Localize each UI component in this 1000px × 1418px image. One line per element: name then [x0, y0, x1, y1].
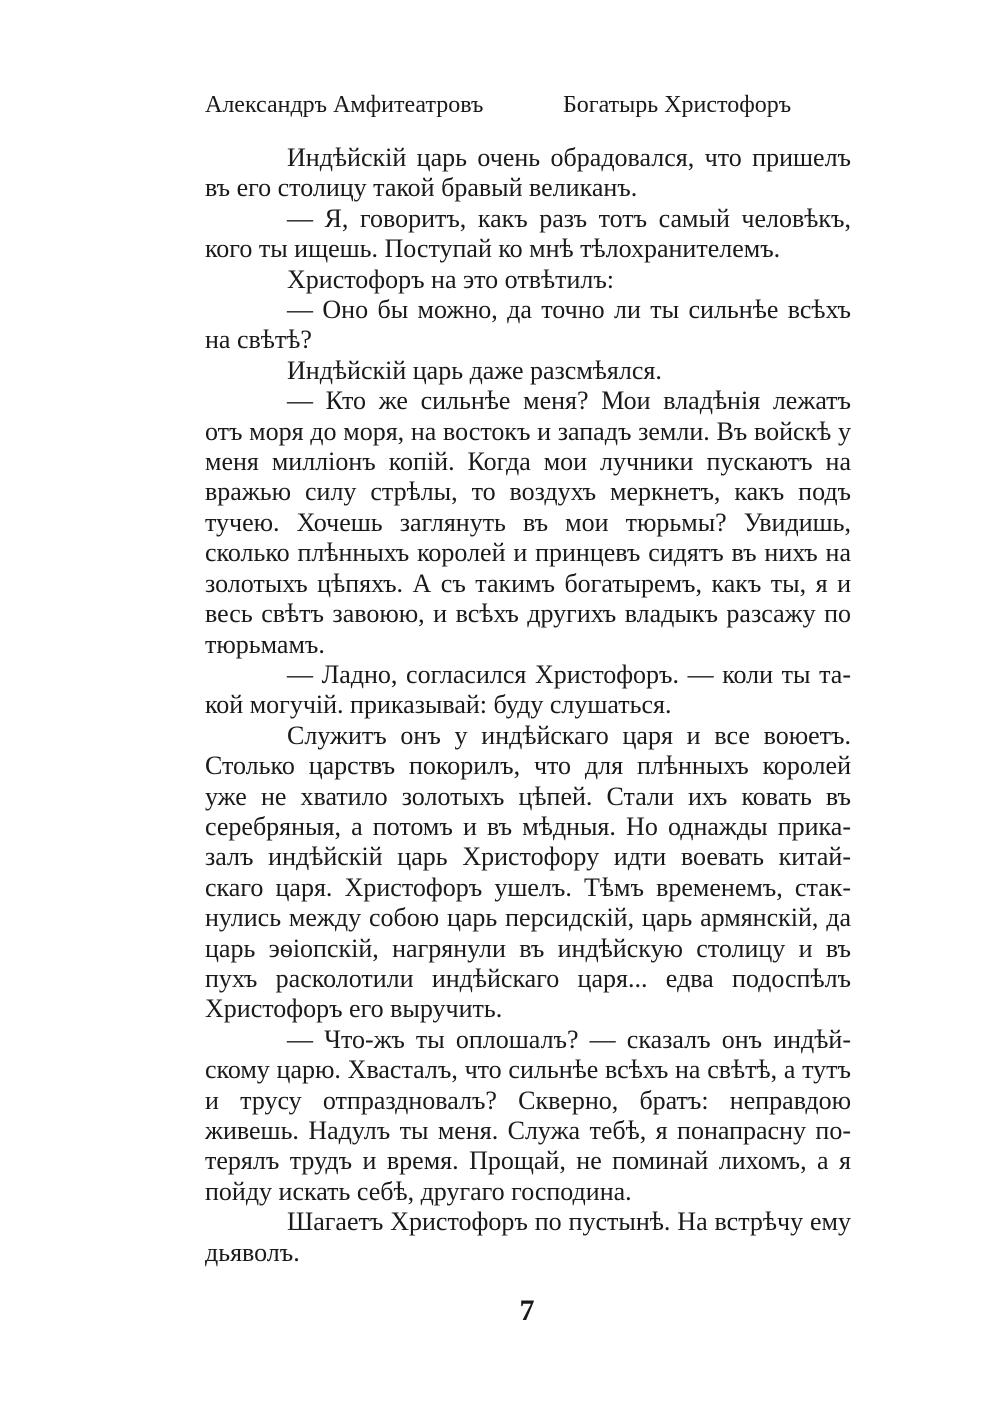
paragraph: Индѣйскій царь очень обрадовался, что пришелъ въ его столицу такой бравый великанъ.: [205, 143, 851, 203]
paragraph: — Кто же сильнѣе меня? Мои владѣнія лежатъ отъ моря до моря, на востокъ и западъ земли. Въ войскѣ у меня милліонъ копій. Когда мои лучники пускаютъ на вражью силу стрѣлы, то воздухъ меркнетъ, какъ подъ тучею. Хочешь заглянуть въ мои тюрьмы? Увидишь, сколько плѣнныхъ королей и принцевъ сидятъ въ нихъ на золотыхъ цѣпяхъ. А съ такимъ богатыремъ, какъ ты, я и весь свѣтъ завоюю, и всѣхъ другихъ владыкъ разсажу по тюрьмамъ.: [205, 386, 851, 659]
header-author: Александръ Амфитеатровъ: [205, 92, 484, 118]
page-body: [205, 143, 851, 1268]
paragraph: Служитъ онъ у индѣйскаго царя и все воюетъ. Столько царствъ покорилъ, что для плѣнныхъ королей уже не хватило золотыхъ цѣпей. Стали ихъ ковать въ серебряныя, а потомъ и въ мѣдныя. Но однажды приказалъ индѣйскій царь Христофору идти воевать китайскаго царя. Христофоръ ушелъ. Тѣмъ временемъ, стакнулись между собою царь персидскій, царь армянскій, да царь эѳіопскій, нагрянули въ индѣйскую столицу и въ пухъ расколотили индѣйскаго царя... едва подоспѣлъ Христофоръ его выручить.: [205, 720, 851, 1024]
header-book-title: Богатырь Христофоръ: [563, 92, 792, 118]
paragraph: Индѣйскій царь даже разсмѣялся.: [287, 355, 662, 385]
paragraph: — Я, говоритъ, какъ разъ тотъ самый человѣкъ, кого ты ищешь. Поступай ко мнѣ тѣлохранителемъ.: [205, 203, 851, 264]
paragraph: — Ладно, согласился Христофоръ. — коли ты такой могучій. приказывай: буду слушаться.: [205, 659, 851, 720]
paragraph: Шагаетъ Христофоръ по пустынѣ. На встрѣчу ему дьяволъ.: [205, 1207, 851, 1267]
paragraph: — Оно бы можно, да точно ли ты сильнѣе всѣхъ на свѣтѣ?: [205, 295, 851, 355]
paragraph: — Что-жъ ты оплошалъ? — сказалъ онъ индѣйскому царю. Хвасталъ, что сильнѣе всѣхъ на свѣтѣ, а тутъ и трусу отпраздновалъ? Скверно, братъ: неправдою живешь. Надулъ ты меня. Служа тебѣ, я понапрасну потерялъ трудъ и время. Прощай, не поминай лихомъ, а я пойду искать себѣ, другаго господина.: [205, 1024, 851, 1206]
paragraph: Христофоръ на это отвѣтилъ:: [287, 264, 615, 294]
page-number: 7: [519, 1294, 535, 1327]
